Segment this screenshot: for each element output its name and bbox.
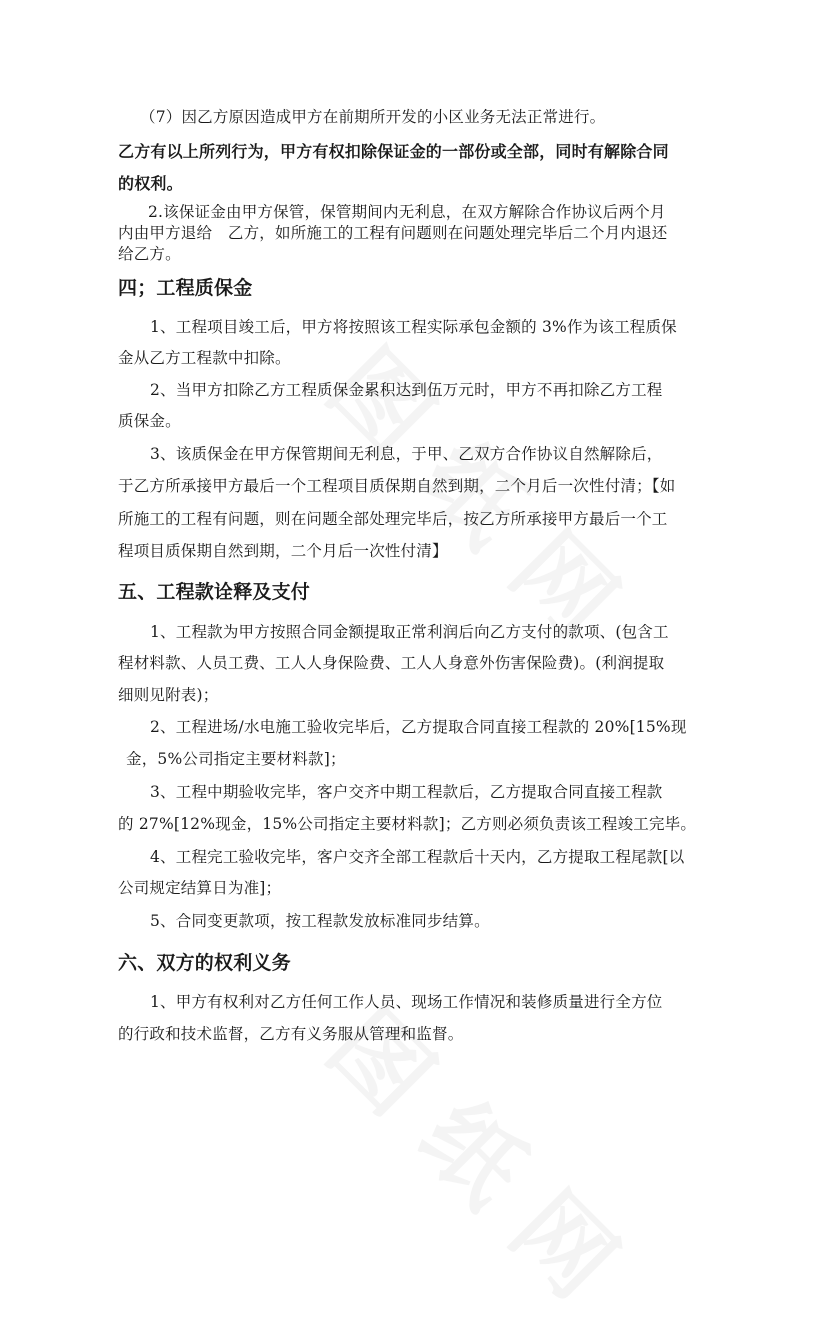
paragraph-line-bold: 乙方有以上所列行为，甲方有权扣除保证金的一部份或全部，同时有解除合同 [118,142,669,161]
paragraph-line: （7）因乙方原因造成甲方在前期所开发的小区业务无法正常进行。 [140,108,606,126]
paragraph-line: 2、当甲方扣除乙方工程质保金累积达到伍万元时，甲方不再扣除乙方工程 [150,381,663,399]
paragraph-line: 2、工程进场/水电施工验收完毕后，乙方提取合同直接工程款的 20%[15%现 [150,718,687,736]
paragraph-line: 2.该保证金由甲方保管，保管期间内无利息，在双方解除合作协议后两个月 [148,203,666,221]
paragraph-line-bold: 的权利。 [118,174,183,193]
paragraph-line: 4、工程完工验收完毕，客户交齐全部工程款后十天内，乙方提取工程尾款[以 [150,848,685,866]
section-heading-4: 四；工程质保金 [118,277,253,299]
paragraph-line: 细则见附表)； [118,686,219,704]
paragraph-line: 金，5%公司指定主要材料款]； [126,750,346,768]
paragraph-line: 的行政和技术监督，乙方有义务服从管理和监督。 [118,1025,464,1043]
paragraph-line: 1、工程款为甲方按照合同金额提取正常利润后向乙方支付的款项、(包含工 [150,623,669,641]
paragraph-line: 金从乙方工程款中扣除。 [118,349,291,367]
paragraph-line: 的 27%[12%现金，15%公司指定主要材料款]；乙方则必须负责该工程竣工完毕。 [118,815,697,833]
paragraph-line: 公司规定结算日为准]； [118,879,282,897]
paragraph-line: 所施工的工程有问题，则在问题全部处理完毕后，按乙方所承接甲方最后一个工 [118,510,668,528]
section-heading-6: 六、双方的权利义务 [118,952,291,974]
paragraph-line: 1、甲方有权利对乙方任何工作人员、现场工作情况和装修质量进行全方位 [150,993,663,1011]
paragraph-line: 质保金。 [118,412,181,430]
section-heading-5: 五、工程款诠释及支付 [118,581,311,603]
paragraph-line: 程材料款、人员工费、工人人身保险费、工人人身意外伤害保险费)。(利润提取 [118,654,665,672]
paragraph-line: 于乙方所承接甲方最后一个工程项目质保期自然到期，二个月后一次性付清；【如 [118,477,676,495]
paragraph-line: 内由甲方退给 乙方，如所施工的工程有问题则在问题处理完毕后二个月内退还 [118,224,668,242]
paragraph-line: 3、工程中期验收完毕，客户交齐中期工程款后，乙方提取合同直接工程款 [150,783,663,801]
paragraph-line: 程项目质保期自然到期，二个月后一次性付清】 [118,542,448,560]
paragraph-line: 1、工程项目竣工后，甲方将按照该工程实际承包金额的 3%作为该工程质保 [150,318,677,336]
paragraph-line: 3、该质保金在甲方保管期间无利息，于甲、乙双方合作协议自然解除后， [150,445,663,463]
paragraph-line: 5、合同变更款项，按工程款发放标准同步结算。 [150,912,490,930]
paragraph-line: 给乙方。 [118,245,181,263]
